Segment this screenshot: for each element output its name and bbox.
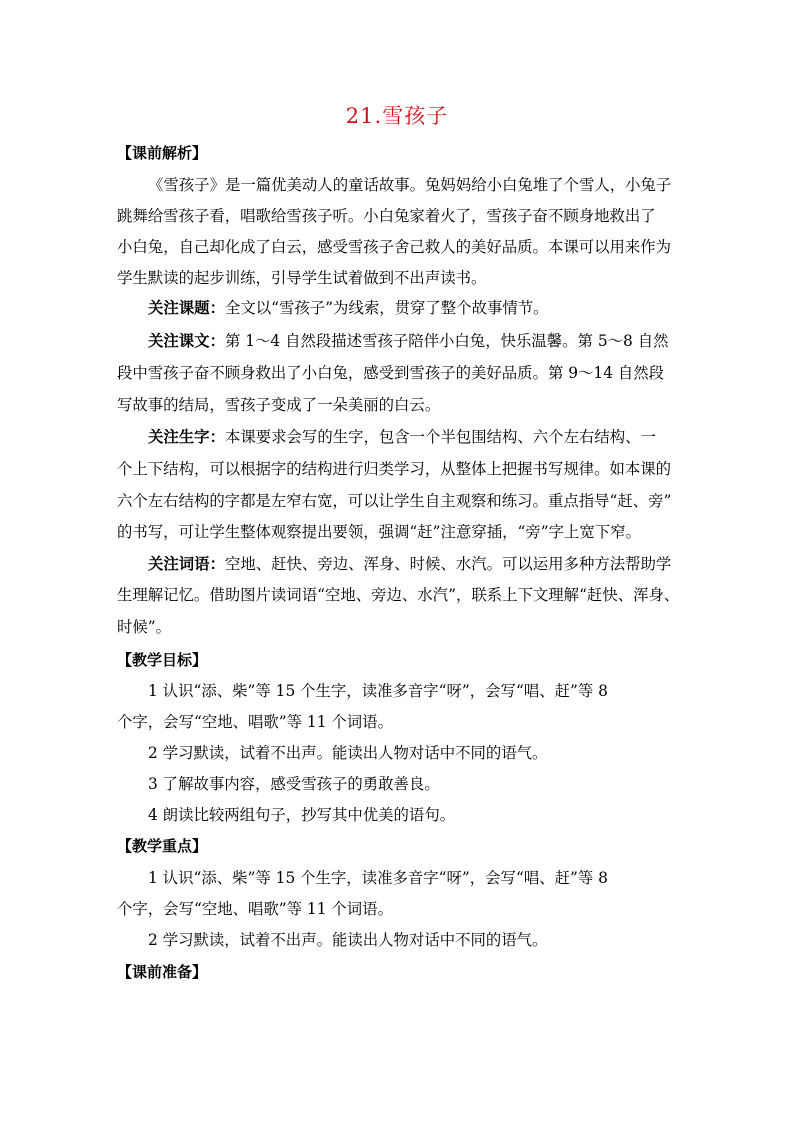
key-line-3: 2 学习默读，试着不出声。能读出人物对话中不同的语气。 bbox=[148, 931, 548, 949]
text-line-2: 段中雪孩子奋不顾身救出了小白兔，感受到雪孩子的美好品质。第 9～14 自然段 bbox=[117, 364, 665, 382]
chars-line-2: 个上下结构，可以根据字的结构进行归类学习，从整体上把握书写规律。如本课的 bbox=[117, 460, 672, 478]
text-text-1: 第 1～4 自然段描述雪孩子陪伴小白兔，快乐温馨。第 5～8 自然 bbox=[224, 332, 669, 350]
goal-line-5: 4 朗读比较两组句子，抄写其中优美的语句。 bbox=[148, 806, 456, 824]
intro-line-4: 学生默读的起步训练，引导学生试着做到不出声读书。 bbox=[117, 269, 487, 287]
topic-label: 关注课题： bbox=[148, 299, 225, 317]
key-line-2: 个字，会写“空地、唱歌”等 11 个词语。 bbox=[117, 900, 393, 918]
intro-line-2: 跳舞给雪孩子看，唱歌给雪孩子听。小白兔家着火了，雪孩子奋不顾身地救出了 bbox=[117, 207, 656, 225]
intro-line-3: 小白兔，自己却化成了白云，感受雪孩子舍己救人的美好品质。本课可以用来作为 bbox=[117, 238, 672, 256]
goal-line-4: 3 了解故事内容，感受雪孩子的勇敢善良。 bbox=[148, 775, 440, 793]
text-line-1 bbox=[148, 330, 668, 352]
chars-line-1 bbox=[148, 426, 656, 448]
chars-line-3: 六个左右结构的字都是左窄右宽，可以让学生自主观察和练习。重点指导“赶、旁” bbox=[117, 492, 672, 510]
goal-line-3: 2 学习默读，试着不出声。能读出人物对话中不同的语气。 bbox=[148, 744, 548, 762]
words-line-2: 生理解记忆。借助图片读词语“空地、旁边、水汽”，联系上下文理解“赶快、浑身、 bbox=[117, 586, 680, 604]
text-line-3: 写故事的结局，雪孩子变成了一朵美丽的白云。 bbox=[117, 396, 441, 414]
words-line-3: 时候”。 bbox=[117, 618, 172, 636]
chars-line-4: 的书写，可让学生整体观察提出要领，强调“赶”注意穿插，“旁”字上宽下窄。 bbox=[117, 523, 641, 541]
heading-key-points: 【教学重点】 bbox=[117, 837, 208, 855]
topic-line-1 bbox=[148, 297, 549, 319]
chars-text-1: 本课要求会写的生字，包含一个半包围结构、六个左右结构、一 bbox=[224, 428, 656, 446]
heading-goals: 【教学目标】 bbox=[117, 651, 208, 669]
chars-label: 关注生字： bbox=[148, 428, 225, 446]
text-label: 关注课文： bbox=[148, 332, 225, 350]
lesson-title: 21.雪孩子 bbox=[345, 104, 449, 128]
goal-line-1: 1 认识“添、柴”等 15 个生字，读准多音字“呀”，会写“唱、赶”等 8 bbox=[148, 682, 608, 700]
heading-preparation: 【课前准备】 bbox=[117, 963, 208, 981]
topic-text: 全文以“雪孩子”为线索，贯穿了整个故事情节。 bbox=[224, 299, 549, 317]
words-line-1 bbox=[148, 553, 671, 575]
intro-line-1: 《雪孩子》是一篇优美动人的童话故事。兔妈妈给小白兔堆了个雪人，小兔子 bbox=[148, 176, 672, 194]
heading-pre-analysis: 【课前解析】 bbox=[117, 144, 208, 162]
words-text-1: 空地、赶快、旁边、浑身、时候、水汽。可以运用多种方法帮助学 bbox=[224, 555, 672, 573]
key-line-1: 1 认识“添、柴”等 15 个生字，读准多音字“呀”，会写“唱、赶”等 8 bbox=[148, 869, 608, 887]
words-label: 关注词语： bbox=[148, 555, 225, 573]
goal-line-2: 个字，会写“空地、唱歌”等 11 个词语。 bbox=[117, 713, 393, 731]
